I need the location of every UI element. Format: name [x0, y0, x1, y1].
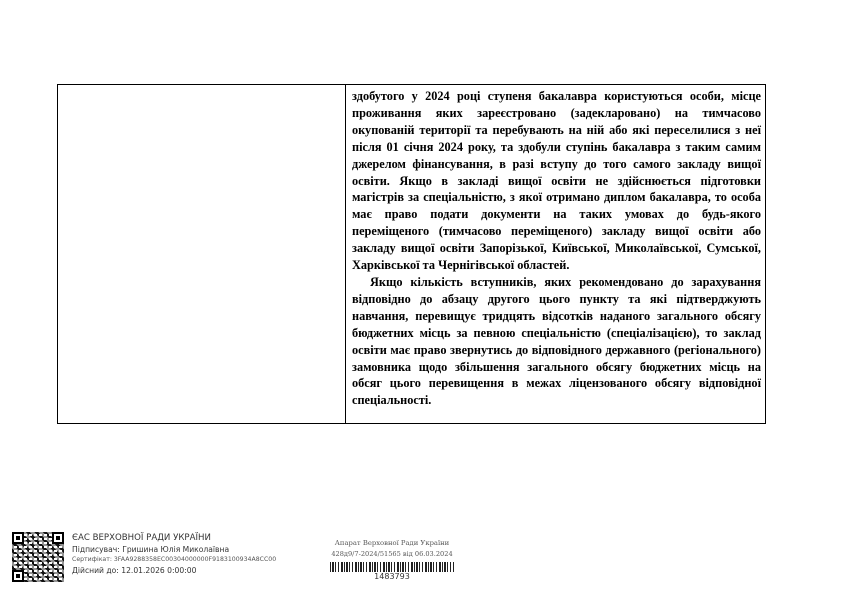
- paragraph-budget-places: Якщо кількість вступників, яких рекомендовано до зарахування відповідно до абзацу другого цього пункту та які підтверджують навчання, перевищує тридцять відсотків наданого загального обсягу бюджетних місць за певною спеціальністю (спеціалізацією), то заклад освіти має право звернутись до відповідного державного (регіонального) замовника щодо збільшення загального обсягу бюджетних місць на обсяг цього перевищення в межах ліцензованого обсягу відповідної спеціальності.: [352, 274, 761, 408]
- signature-signer: Підписувач: Гришина Юлія Миколаївна: [72, 545, 230, 554]
- stamp-reference: 428д9/7-2024/51565 від 06.03.2024: [331, 550, 453, 558]
- qr-code-icon: [12, 532, 64, 582]
- barcode-icon: [330, 562, 454, 572]
- table-left-cell: [58, 85, 346, 423]
- registration-stamp: [322, 538, 462, 582]
- barcode-number: 1483793: [374, 572, 410, 581]
- document-table: [57, 84, 766, 424]
- signature-title: ЄАС ВЕРХОВНОЇ РАДИ УКРАЇНИ: [72, 533, 211, 543]
- signature-details: [72, 532, 276, 577]
- signature-certificate: Сертифікат: 3FAA9288358EC00304000000F9183100934A8CC00: [72, 556, 277, 563]
- table-right-cell: [346, 85, 765, 423]
- stamp-organization: Апарат Верховної Ради України: [334, 539, 450, 547]
- paragraph-bachelor-admission: здобутого у 2024 році ступеня бакалавра користуються особи, місце проживання яких зареєстровано (задекларовано) на тимчасово окупованій території та перебувають на ній або які переселилися з неї після 01 січня 2024 року, та здобули ступінь бакалавра з таким самим джерелом фінансування, в разі вступу до того самого закладу вищої освіти. Якщо в закладі вищої освіти не здійснюється підготовки магістрів за спеціальністю, з якої отримано диплом бакалавра, то особа має право подати документи на таких умовах до будь-якого переміщеного (тимчасово переміщеного) закладу вищої освіти або закладу вищої освіти Запорізької, Київської, Миколаївської, Сумської, Харківської та Чернігівської областей.: [352, 89, 761, 273]
- signature-valid-until: Дійсний до: 12.01.2026 0:00:00: [72, 566, 197, 575]
